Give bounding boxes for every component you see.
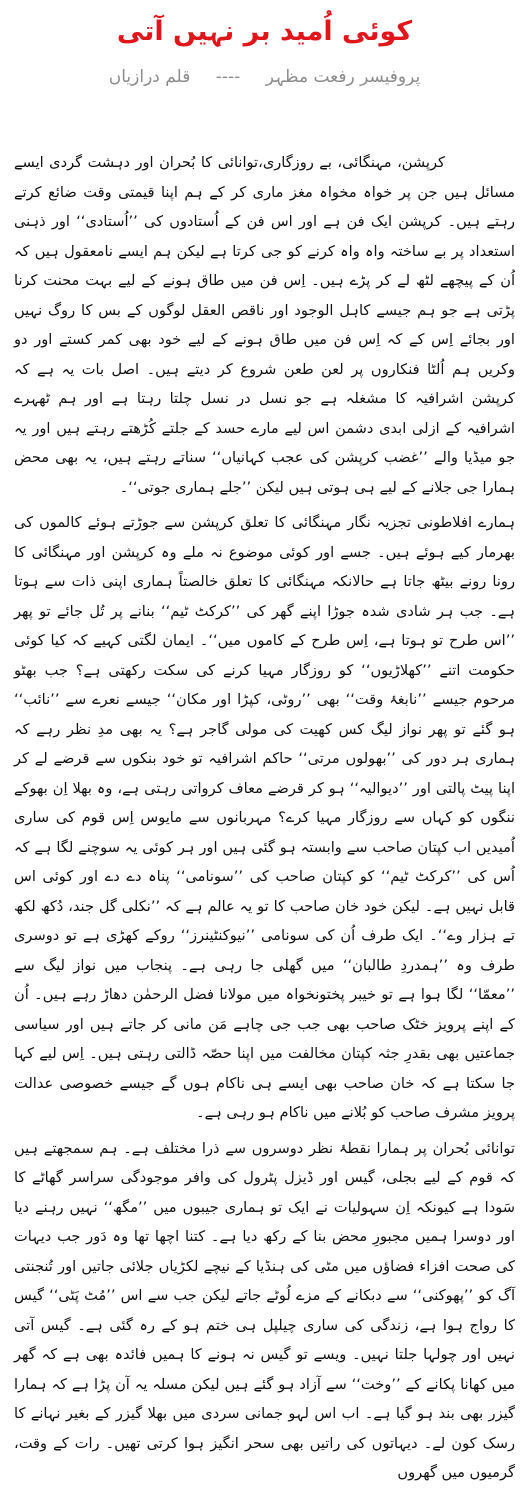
article-title: کوئی اُمید بر نہیں آتی	[116, 16, 413, 47]
paragraph-energy-crisis: توانائی بُحران پر ہمارا نقطۂ نظر دوسروں سے ذرا مختلف ہے۔ ہم سمجھتے ہیں کہ قوم کے لیے بجلی، گیس اور ڈیزل پٹرول کی وافر موجودگی سراسر گھاٹے کا سَودا ہے کیونکہ اِن سہولیات نے ایک تو ہماری جیبوں میں ’’مگھ‘‘ نہیں رہنے دیا اور دوسرا ہمیں مجبورِ محض بنا کے رکھ دیا ہے۔ کتنا اچھا تھا وہ دَور جب دیہات کی صحت افزاء فضاؤں میں مٹی کی ہنڈیا کے نیچے لکڑیاں جلائی جاتیں اور تُنجنتی آگ کو ’’پھوکنی‘‘ سے دبکانے کے مزے لُوٹے جاتے لیکن جب سے اس ’’مُٹ پَٹی‘‘ گیس کا رواج ہوا ہے، زندگی کی ساری چیلپل ہی ختم ہو کے رہ گئی ہے۔ گیس آتی نہیں اور چولہا جلتا نہیں۔ ویسے تو گیس نہ ہونے کا ہمیں فائدہ بھی ہے کہ گھر میں کھانا پکانے کے ’’وخت‘‘ سے آزاد ہو گئے ہیں لیکن مسلہ یہ آن پڑا ہے کہ ہمارا گیزر بھی بند ہو گیا ہے۔ اب اس لہو جمانی سردی میں بھلا گیزر کے بغیر نہانے کا رسک کون لے۔ دیہاتوں کی راتیں بھی سحر انگیز ہوا کرتی تھیں۔ رات کے وقت، گرمیوں میں گھروں	[14, 1139, 515, 1481]
paragraph-corruption: کرپشن، مہنگائی، بے روزگاری،توانائی کا بُحران اور دہشت گردی ایسے مسائل ہیں جن پر خواہ مخواہ مغز ماری کر کے ہم اپنا قیمتی وقت ضائع کرتے رہتے ہیں۔ کرپشن ایک فن ہے اور اس فن کے اُستادوں کی ’’اُستادی‘‘ اور ذہنی استعداد پر بے ساختہ واہ واہ کرنے کو جی کرتا ہے لیکن ہم ایسے نامعقول ہیں کہ اُن کے پیچھے لٹھ لے کر پڑے ہیں۔ اِس فن میں طاق ہونے کے لیے بہت محنت کرنا پڑتی ہے جو ہم جیسے کاہل الوجود اور ناقص العقل لوگوں کے بس کا روگ نہیں اور بجائے اِس کے کہ اِس فن میں طاق ہونے کے لیے خود بھی کمر کستے اور دو وکریں ہم اُلٹا فنکاروں پر لعن طعن شروع کر دیتے ہیں۔ اصل بات یہ ہے کہ کرپشن اشرافیہ کا مشغلہ ہے جو نسل در نسل چلتا رہتا ہے اور ہم ٹھہرے اشرافیہ کے ازلی ابدی دشمن اس لیے مارے حسد کے جلتے کُڑھتے رہتے ہیں اور یہ جو میڈیا والے ’’غضب کرپشن کی عجب کہانیاں‘‘ سناتے رہتے ہیں، یہ بھی محض ہمارا جی جلانے کے لیے ہی ہوتی ہیں لیکن ’’جلے ہماری جوتی‘‘۔	[14, 154, 515, 496]
paragraph-inflation: ہمارے افلاطونی تجزیہ نگار مہنگائی کا تعلق کرپشن سے جوڑتے ہوئے کالموں کی بھرمار کیے ہوئے ہیں۔ جسے اور کوئی موضوع نہ ملے وہ کرپشن اور مہنگائی کا رونا رونے بیٹھ جاتا ہے حالانکہ مہنگائی کا تعلق خالصتاً ہماری اپنی ذات سے ہوتا ہے۔ جب ہر شادی شدہ جوڑا اپنے گھر کی ’’کرکٹ ٹیم‘‘ بنانے پر تُل جائے تو پھر ’’اس طرح تو ہوتا ہے، اِس طرح کے کاموں میں‘‘۔ ایمان لگتی کہیے کہ کیا کوئی حکومت اتنے ’’کھلاڑیوں‘‘ کو روزگار مہیا کرنے کی سکت رکھتی ہے؟ جب بھٹو مرحوم جیسے ’’نابغۂ وقت‘‘ بھی ’’روٹی، کپڑا اور مکان‘‘ جیسے نعرے سے ’’نائب‘‘ ہو گئے تو پھر نواز لیگ کس کھیت کی مولی گاجر ہے؟ یہ بھی مدِ نظر رہے کہ ہماری ہر دور کی ’’بھولوں مرتی‘‘ حاکم اشرافیہ تو خود بنکوں سے قرضے لے کر اپنا پیٹ پالتی اور ’’دیوالیہ‘‘ ہو کر قرضے معاف کرواتی رہتی ہے، وہ بھلا اِن بھوکے ننگوں کو کہاں سے روزگار مہیا کرے؟ مہربانوں سے مایوس اِس قوم کی ساری اُمیدیں اب کپتان صاحب سے وابستہ ہو گئی ہیں اور ہر کوئی یہ سوچنے لگا ہے کہ اُس کی ’’کرکٹ ٹیم‘‘ کو کپتان صاحب کی ’’سونامی‘‘ پناہ دے دے اور کوئی اس قابل نہیں ہے۔ لیکن خود خان صاحب کا تو یہ عالم ہے کہ ’’نکلی گل جند، دُکھ لکھ تے ہزار وے‘‘۔ ایک طرف اُن کی سونامی ’’نیوکنٹینرز‘‘ روکے کھڑی ہے تو دوسری طرف وہ ’’ہمدردِ طالبان‘‘ میں گھلی جا رہی ہے۔ پنجاب میں نواز لیگ سے ’’معمّا‘‘ لگا ہوا ہے تو خیبر پختونخواہ میں مولانا فضل الرحمٰن دھاڑ رہے ہیں۔ اُن کے اپنے پرویز خٹک صاحب بھی جب جی چاہے مَن مانی کر جاتے ہیں اور سیاسی جماعتیں بھی بقدرِ جثہ کپتان مخالفت میں اپنا حصّہ ڈالتی رہتی ہیں۔ اِس لیے کہا جا سکتا ہے کہ خان صاحب بھی ایسے ہی ناکام ہوں گے جیسے خصوصی عدالت پرویز مشرف صاحب کو بُلانے میں ناکام ہو رہی ہے۔	[14, 514, 515, 1121]
article-body	[14, 148, 515, 1488]
byline-separator: ----	[215, 67, 241, 87]
byline	[14, 62, 515, 92]
author-name: پروفیسر رفعت مظہر	[265, 67, 421, 87]
column-name: قلم درازیاں	[108, 67, 191, 87]
